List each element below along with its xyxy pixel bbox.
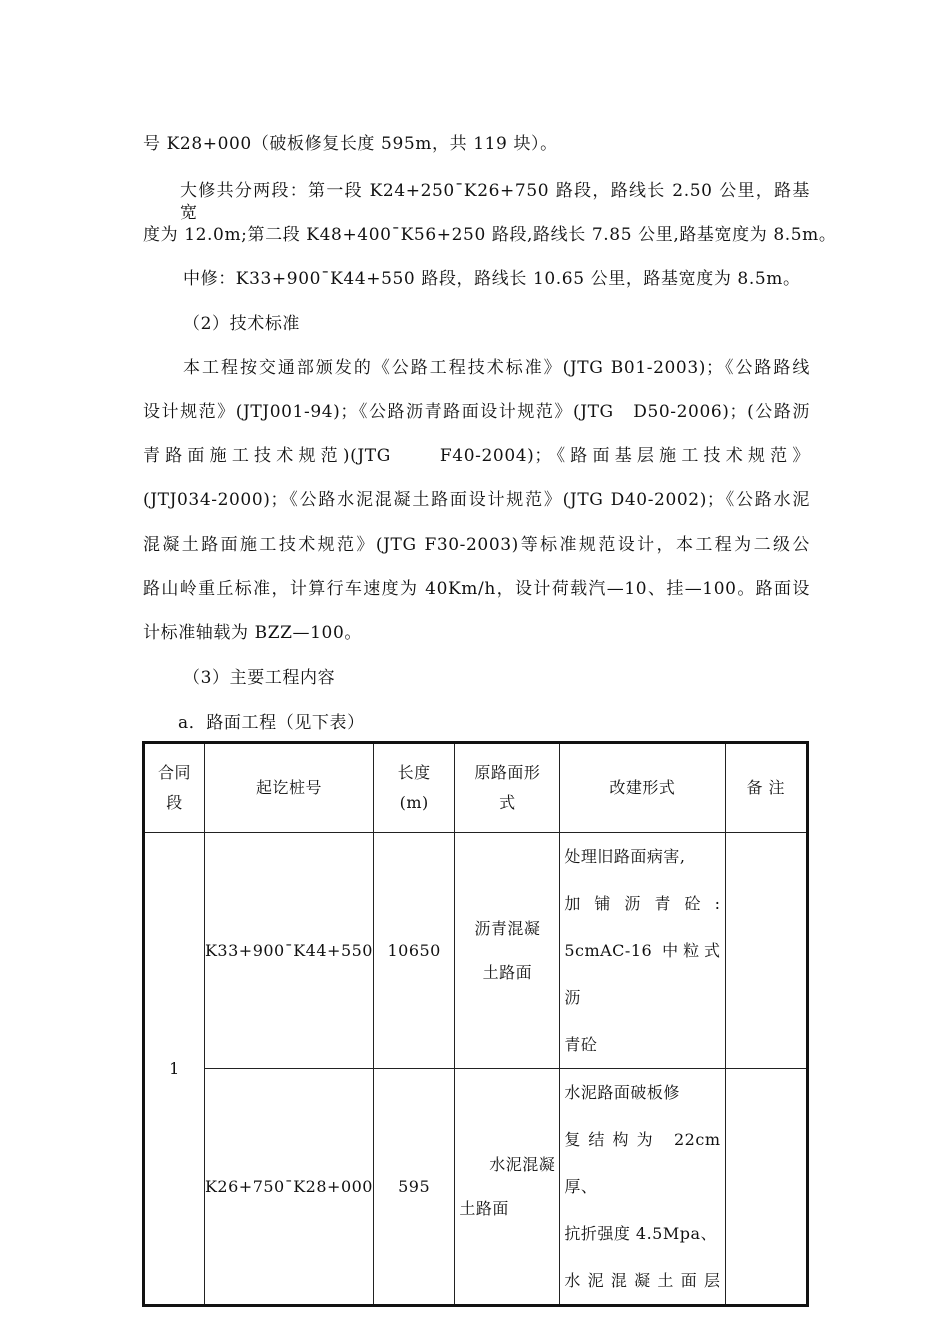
paragraph-line: 路山岭重丘标准，计算行车速度为 40Km/h，设计荷载汽—10、挂—100。路面设 [143, 579, 810, 599]
table-caption: a．路面工程（见下表） [178, 713, 365, 733]
remarks-cell [725, 833, 808, 1069]
station-range-cell: K26+750¯K28+000 [204, 1069, 373, 1306]
length-cell: 595 [373, 1069, 454, 1306]
paragraph-line: 本工程按交通部颁发的《公路工程技术标准》(JTG B01-2003)；《公路路线 [183, 358, 810, 378]
paragraph-line: 度为 12.0m;第二段 K48+400¯K56+250 路段,路线长 7.85 公里,路基宽度为 8.5m。 [143, 225, 837, 245]
remarks-cell [725, 1069, 808, 1306]
contract-section-cell: 1 [144, 833, 205, 1306]
section-heading: （3）主要工程内容 [183, 668, 336, 688]
paragraph-line: 大修共分两段：第一段 K24+250¯K26+750 路段，路线长 2.50 公里，路基宽 [180, 181, 810, 223]
paragraph-line: 号 K28+000（破板修复长度 595m，共 119 块）。 [143, 134, 558, 154]
header-original-surface: 原路面形 式 [455, 743, 560, 833]
original-surface-cell: 沥青混凝 土路面 [455, 833, 560, 1069]
header-station-range: 起讫桩号 [204, 743, 373, 833]
header-rebuild-form: 改建形式 [560, 743, 725, 833]
road-works-table [142, 741, 809, 1307]
length-cell: 10650 [373, 833, 454, 1069]
rebuild-form-cell: 水泥路面破板修 复结构为 22cm 厚、 抗折强度 4.5Mpa、 水泥混凝土面层 [560, 1069, 725, 1306]
paragraph-line: (JTJ034-2000)；《公路水泥混凝土路面设计规范》(JTG D40-2002)；《公路水泥 [143, 490, 810, 510]
header-remarks: 备 注 [725, 743, 808, 833]
table-row [144, 1069, 808, 1306]
section-heading: （2）技术标准 [183, 314, 301, 334]
table-header-row [144, 743, 808, 833]
paragraph-line: 设计规范》(JTJ001-94)；《公路沥青路面设计规范》(JTG D50-2006)；(公路沥 [143, 402, 810, 422]
paragraph-line: 计标准轴载为 BZZ—100。 [143, 623, 362, 643]
original-surface-cell: 水泥混凝 土路面 [455, 1069, 560, 1306]
rebuild-form-cell: 处理旧路面病害, 加铺沥青砼: 5cmAC-16 中粒式沥 青砼 [560, 833, 725, 1069]
paragraph-line: 中修：K33+900¯K44+550 路段，路线长 10.65 公里，路基宽度为 8.5m。 [183, 269, 801, 289]
table-row [144, 833, 808, 1069]
header-contract-section: 合同 段 [144, 743, 205, 833]
header-length: 长度 (m) [373, 743, 454, 833]
paragraph-line: 青路面施工技术规范)(JTG F40-2004)；《路面基层施工技术规范》 [143, 446, 810, 466]
station-range-cell: K33+900¯K44+550 [204, 833, 373, 1069]
paragraph-line: 混凝土路面施工技术规范》(JTG F30-2003)等标准规范设计，本工程为二级公 [143, 535, 810, 555]
